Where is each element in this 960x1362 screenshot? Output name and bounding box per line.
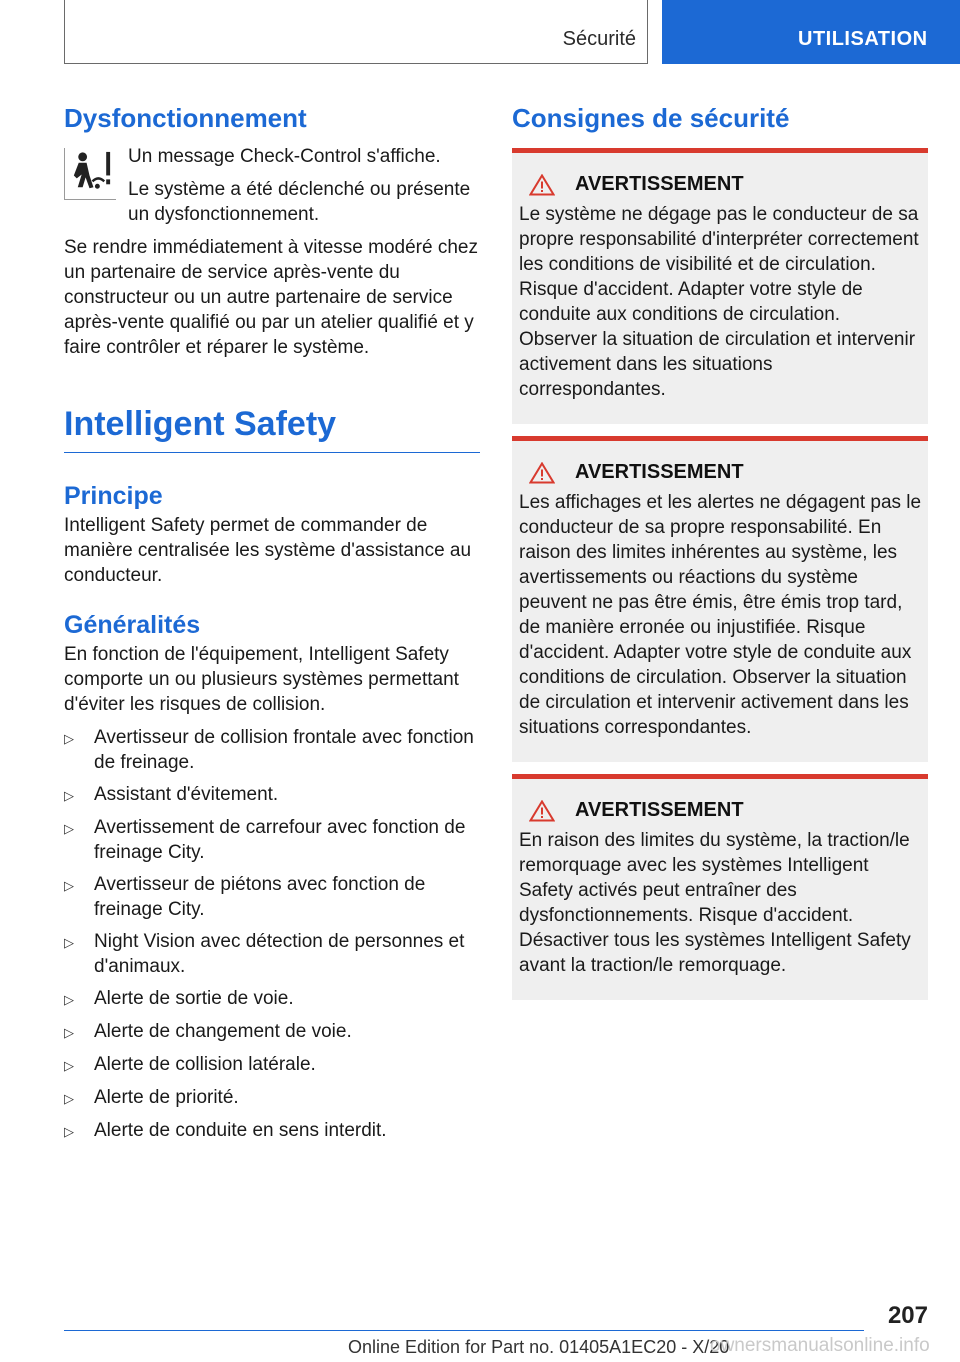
principle-heading: Principe [64, 482, 163, 510]
list-item: ▷ Alerte de changement de voie. [64, 1019, 482, 1045]
list-item: ▷ Alerte de collision latérale. [64, 1052, 482, 1078]
warning-triangle-icon [529, 174, 555, 196]
warning-title [519, 461, 922, 484]
list-item: ▷ Avertisseur de collision frontale avec fonction de freinage. [64, 727, 474, 773]
system-status-message: Le système a été déclenché ou présente un dysfonctionnement. [128, 179, 471, 225]
warning-label: AVERTISSEMENT [575, 461, 744, 483]
warning-triangle-icon [529, 462, 555, 484]
list-item: ▷ Avertissement de carrefour avec fonction de freinage City. [64, 817, 466, 863]
warning-label: AVERTISSEMENT [575, 173, 744, 195]
warning-label: AVERTISSEMENT [575, 799, 744, 821]
warning-text: Les affichages et les alertes ne dégagent pas le conducteur de sa propre responsabilité. En raison des limites inhérentes au système, les avertissements ou réactions du système peuvent ne pas être émis, être émis trop tard, de manière erronée ou injustifiée. Risque d'accident. Adapter votre style de conduite aux conditions de circulation. Observer la situation de circulation et intervenir activement dans les situations correspondantes. [519, 492, 922, 738]
heading-rule [64, 452, 480, 453]
dysfunction-messages [128, 144, 482, 227]
list-item: ▷ Avertisseur de piétons avec fonction de freinage City. [64, 874, 426, 920]
list-item: ▷ Alerte de priorité. [64, 1085, 482, 1111]
triangle-bullet-icon: ▷ [64, 1091, 74, 1106]
triangle-bullet-icon: ▷ [64, 821, 74, 836]
header-chapter-tab[interactable]: UTILISATION [662, 0, 960, 64]
header-section-title: Sécurité [562, 28, 636, 50]
general-body: En fonction de l'équipement, Intelligent Safety comporte un ou plusieurs systèmes permettant d'éviter les risques de collision. [64, 644, 459, 715]
dysfunction-body: Se rendre immédiatement à vitesse modéré chez un partenaire de service après-vente du constructeur ou un autre partenaire de service après-vente qualifié ou par un atelier qualifié et y faire contrôler et réparer le système. [64, 237, 478, 358]
page-number: 207 [887, 1302, 928, 1329]
triangle-bullet-icon: ▷ [64, 1124, 74, 1139]
warning-triangle-icon [529, 800, 555, 822]
warning-text: En raison des limites du système, la traction/le remorquage avec les systèmes Intelligent Safety activés peut entraîner des dysfonctionnements. Risque d'accident. Désactiver tous les systèmes Intelligent Safety avant la traction/le remorquage. [519, 830, 911, 976]
check-control-message: Un message Check-Control s'affiche. [128, 146, 441, 167]
warning-title [519, 799, 922, 822]
list-item: ▷ Assistant d'évitement. [64, 782, 482, 808]
header-box [64, 0, 648, 64]
list-item: ▷ Night Vision avec détection de personnes et d'animaux. [64, 931, 465, 977]
triangle-bullet-icon: ▷ [64, 1058, 74, 1073]
edition-text: Online Edition for Part no. 01405A1EC20 - X/20 [348, 1337, 730, 1357]
pedestrian-warning-icon [64, 148, 116, 200]
triangle-bullet-icon: ▷ [64, 878, 74, 893]
systems-list [64, 725, 482, 1144]
warning-box [512, 148, 928, 424]
warning-text: Le système ne dégage pas le conducteur de sa propre responsabilité d'interpréter correctement les conditions de visibilité et de circulation. Risque d'accident. Adapter votre style de conduite aux conditions de circulation. Observer la situation de circulation et intervenir activement dans les situations correspondantes. [519, 204, 919, 400]
triangle-bullet-icon: ▷ [64, 935, 74, 950]
left-column [64, 100, 482, 1151]
list-item: ▷ Alerte de sortie de voie. [64, 986, 482, 1012]
triangle-bullet-icon: ▷ [64, 992, 74, 1007]
watermark: ownersmanualsonline.info [710, 1335, 930, 1356]
principle-body: Intelligent Safety permet de commander de manière centralisée les système d'assistance au conducteur. [64, 515, 472, 586]
right-column [512, 100, 928, 1012]
warning-box [512, 436, 928, 762]
triangle-bullet-icon: ▷ [64, 788, 74, 803]
warning-box [512, 774, 928, 1000]
safety-heading: Consignes de sécurité [512, 103, 790, 133]
triangle-bullet-icon: ▷ [64, 731, 74, 746]
dysfunction-message-block [64, 144, 482, 227]
triangle-bullet-icon: ▷ [64, 1025, 74, 1040]
list-item: ▷ Alerte de conduite en sens interdit. [64, 1118, 482, 1144]
dysfunction-heading: Dysfonctionnement [64, 103, 307, 133]
footer-rule [64, 1330, 864, 1331]
general-heading: Généralités [64, 611, 201, 639]
warning-title [519, 173, 922, 196]
intelligent-safety-heading: Intelligent Safety [64, 405, 337, 443]
